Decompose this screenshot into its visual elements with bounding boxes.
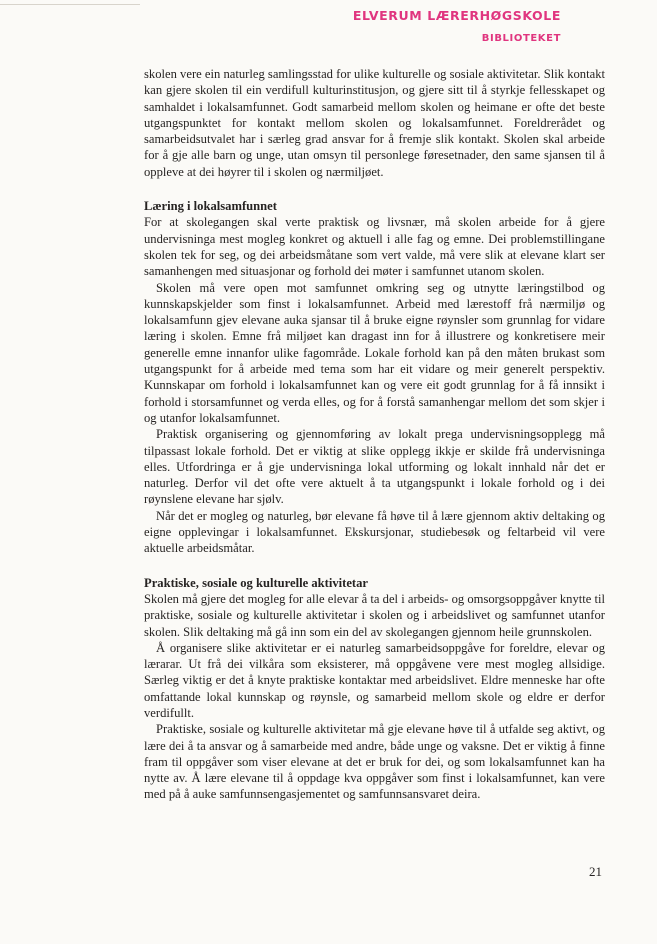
paragraph-4: Praktisk organisering og gjennomføring av lokalt prega undervisningsopplegg må tilpassast lokale forhold. Det er viktig at slike opplegg ikkje er skilde frå undervisninga elles. Utfordringa er å gje undervisninga lokal utforming og lokalt innhald når det er naturleg. Derfor vil det ofte vere aktuelt å ta utgangspunkt i lokale forhold og i dei røynslene elevane har sjølv. (144, 427, 605, 507)
paragraph-8: Praktiske, sosiale og kulturelle aktivitetar må gje elevane høve til å utfalde seg aktivt, og lære dei å ta ansvar og å samarbeide med andre, både unge og vaksne. Det er viktig å finne fram til oppgåver som viser elevane at det er bruk for dei, og som lokalsamfunnet kan ha nytte av. Å lære elevane til å oppdage kva oppgåver som finst i lokalsamfunnet, kan vere med på å auke samfunnsengasjementet og samfunnsansvaret deira. (144, 722, 605, 802)
page-number: 21 (589, 864, 602, 879)
stamp-line-2: BIBLIOTEKET (481, 32, 561, 44)
paragraph-3: Skolen må vere open mot samfunnet omkring seg og utnytte læringstilbod og kunnskapskjelder som finst i lokalsamfunnet. Arbeid med lærestoff frå nærmiljø og lokalsamfunn gjev elevane auka sjansar til å bruke eigne røynsler som grunnlag for vidare læring i skolen. Emne frå miljøet kan dragast inn for å illustrere og konkretisere meir generelle emne innanfor ulike fagområde. Lokale forhold kan på den måten brukast som utgangspunkt for å arbeide med tema som har eit vidare og meir generelt perspektiv. Kunnskapar om forhold i lokalsamfunnet kan og vere eit godt grunnlag for å få innsikt i forhold i storsamfunnet og verda elles, og for å forstå samanhengar mellom det som skjer i og utanfor lokalsamfunnet. (144, 280, 605, 425)
paragraph-5: Når det er mogleg og naturleg, bør elevane få høve til å lære gjennom aktiv deltaking og eigne opplevingar i lokalsamfunnet. Ekskursjonar, studiebesøk og feltarbeid vil vere aktuelle arbeidsmåtar. (144, 508, 605, 556)
top-rule (0, 4, 140, 5)
paragraph-1: skolen vere ein naturleg samlingsstad for ulike kulturelle og sosiale aktivitetar. Slik kontakt kan gjere skolen til ein verdifull kulturinstitusjon, og gjere sitt til å styrkje fellesskapet og samhaldet i lokalsamfunnet. Godt samarbeid mellom skolen og heimane er ofte det beste utgangspunktet for kontakt mellom skolen og lokalsamfunnet. Foreldrerådet og samarbeidsutvalet har i særleg grad ansvar for å fremje slik kontakt. Skolen skal arbeide for å gje alle barn og unge, utan omsyn til personlege føresetnader, den same sjansen til å oppleve at dei høyrer til i skolen og nærmiljøet. (144, 67, 605, 179)
stamp-line-1: ELVERUM LÆRERHØGSKOLE (352, 8, 561, 23)
section-heading-aktivitetar: Praktiske, sosiale og kulturelle aktivitetar (144, 575, 368, 590)
paragraph-2: For at skolegangen skal verte praktisk og livsnær, må skolen arbeide for å gjere undervisninga mest mogleg konkret og aktuell i alle fag og emne. Dei problemstillingane skolen tek for seg, og dei arbeidsmåtane som vert valde, må vere slik at elevane klart ser samanhengen med situasjonar og forhold dei møter i samfunnet utanom skolen. (144, 215, 605, 279)
section-heading-laering: Læring i lokalsamfunnet (144, 199, 277, 214)
library-stamp (353, 10, 561, 44)
page-body (144, 66, 605, 803)
paragraph-6: Skolen må gjere det mogleg for alle elevar å ta del i arbeids- og omsorgsoppgåver knytte til praktiske, sosiale og kulturelle aktivitetar i skolen og i arbeidslivet og samfunnet utanfor skolen. Slik deltaking må gå inn som ein del av skolegangen gjennom heile grunnskolen. (144, 591, 605, 639)
paragraph-7: Å organisere slike aktivitetar er ei naturleg samarbeidsoppgåve for foreldre, elevar og lærarar. Ut frå dei vilkåra som eksisterer, må oppgåvene vere mest mogleg allsidige. Særleg viktig er det å knyte praktiske kontaktar med arbeidslivet. Eldre menneske har ofte omfattande lokal kunnskap og røynsle, og samarbeid mellom skole og eldre er derfor verdifullt. (144, 640, 605, 720)
